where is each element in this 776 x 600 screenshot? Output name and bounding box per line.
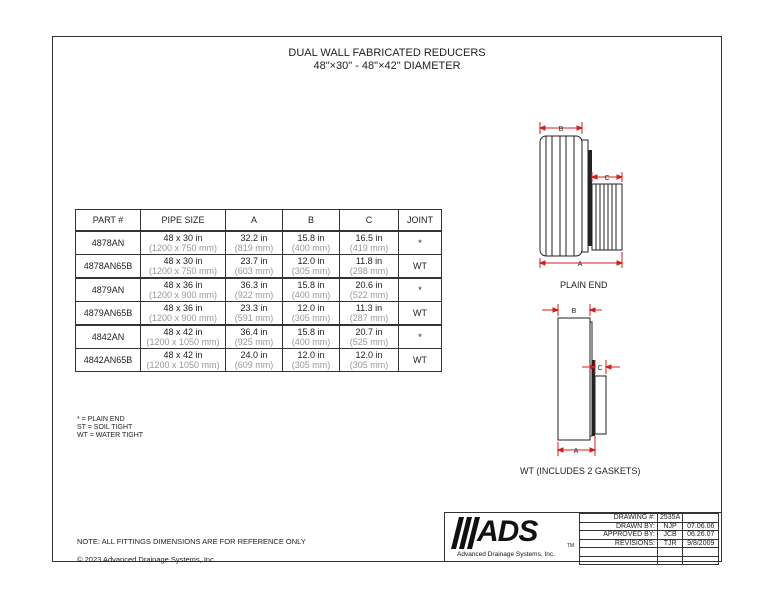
cell-c-mm: (419 mm) xyxy=(349,243,389,253)
header-part: PART # xyxy=(76,210,141,232)
table-row xyxy=(580,522,719,531)
table-row xyxy=(580,556,719,565)
cell-c xyxy=(340,325,399,349)
header-b: B xyxy=(283,210,340,232)
header-a: A xyxy=(226,210,283,232)
cell-b-in: 12.0 in xyxy=(297,303,325,313)
logo-trademark: TM xyxy=(567,543,575,549)
cell-a-in: 23.3 in xyxy=(240,303,268,313)
wt-large-body xyxy=(558,318,592,440)
cell-a-in: 32.2 in xyxy=(240,233,268,243)
cell-size xyxy=(141,325,226,349)
blank-cell xyxy=(683,556,719,565)
wt-caption: WT (INCLUDES 2 GASKETS) xyxy=(520,466,641,476)
cell-size xyxy=(141,278,226,302)
reducer-plate xyxy=(588,150,592,246)
cell-joint: WT xyxy=(399,302,442,326)
cell-joint: WT xyxy=(399,255,442,279)
cell-b-mm: (400 mm) xyxy=(291,243,331,253)
dim-b-label: B xyxy=(571,308,577,315)
header-pipe-size: PIPE SIZE xyxy=(141,210,226,232)
cell-size-mm: (1200 x 900 mm) xyxy=(148,290,218,300)
cell-c-mm: (298 mm) xyxy=(349,266,389,276)
cell-joint: * xyxy=(399,325,442,349)
drawing-value: 2535A xyxy=(658,514,683,523)
cell-size-mm: (1200 x 900 mm) xyxy=(148,313,218,323)
cell-size xyxy=(141,231,226,255)
legend-water-tight: WT = WATER TIGHT xyxy=(77,432,144,439)
cell-a-mm: (603 mm) xyxy=(234,266,274,276)
pipe-small-body xyxy=(592,184,622,250)
cell-c-mm: (287 mm) xyxy=(349,313,389,323)
table-row xyxy=(76,231,442,255)
cell-part: 4842AN xyxy=(76,325,141,349)
cell-c xyxy=(340,231,399,255)
cell-c xyxy=(340,302,399,326)
cell-joint: WT xyxy=(399,349,442,372)
cell-b-in: 15.8 in xyxy=(297,233,325,243)
cell-a-in: 36.3 in xyxy=(240,280,268,290)
cell-b-mm: (400 mm) xyxy=(291,290,331,300)
table-row xyxy=(580,514,719,523)
copyright: © 2023 Advanced Drainage Systems, Inc. xyxy=(77,555,216,564)
cell-a xyxy=(226,302,283,326)
cell-a xyxy=(226,255,283,279)
cell-part: 4879AN xyxy=(76,278,141,302)
cell-b-mm: (305 mm) xyxy=(291,360,331,370)
legend-soil-tight: ST = SOIL TIGHT xyxy=(77,424,133,431)
cell-b-in: 12.0 in xyxy=(297,350,325,360)
dim-a-label: A xyxy=(573,448,579,455)
cell-c-mm: (305 mm) xyxy=(349,360,389,370)
blank-cell xyxy=(683,548,719,557)
cell-b-in: 15.8 in xyxy=(297,280,325,290)
revisions-label: REVISIONS: xyxy=(580,539,658,548)
cell-size xyxy=(141,349,226,372)
drawing-subtitle: 48"×30" - 48"×42" DIAMETER xyxy=(313,60,461,72)
pipe-large-body xyxy=(540,136,588,256)
cell-size xyxy=(141,302,226,326)
revision-table xyxy=(579,513,719,565)
cell-b-in: 12.0 in xyxy=(297,256,325,266)
cell-size-mm: (1200 x 750 mm) xyxy=(148,266,218,276)
reference-note: NOTE: ALL FITTINGS DIMENSIONS ARE FOR REFERENCE ONLY xyxy=(77,537,306,546)
cell-size xyxy=(141,255,226,279)
cell-a xyxy=(226,231,283,255)
cell-a-mm: (609 mm) xyxy=(234,360,274,370)
title-block xyxy=(444,512,722,562)
cell-c-in: 11.8 in xyxy=(355,256,383,266)
table-row xyxy=(580,548,719,557)
approved-label: APPROVED BY: xyxy=(580,531,658,540)
cell-b xyxy=(283,278,340,302)
cell-size-in: 48 x 36 in xyxy=(163,280,203,290)
cell-a-mm: (591 mm) xyxy=(234,313,274,323)
cell-size-in: 48 x 36 in xyxy=(163,303,203,313)
cell-a xyxy=(226,278,283,302)
logo-text: ADS xyxy=(477,515,538,548)
cell-a xyxy=(226,349,283,372)
cell-a-in: 23.7 in xyxy=(240,256,268,266)
cell-part: 4878AN xyxy=(76,231,141,255)
approved-value: JCB xyxy=(658,531,683,540)
cell-c-in: 20.6 in xyxy=(355,280,383,290)
cell-b xyxy=(283,302,340,326)
table-header-row xyxy=(76,210,442,232)
logo-tagline: Advanced Drainage Systems, Inc. xyxy=(457,551,555,558)
header-joint: JOINT xyxy=(399,210,442,232)
cell-joint: * xyxy=(399,231,442,255)
revisions-value: TJR xyxy=(658,539,683,548)
cell-b-mm: (305 mm) xyxy=(291,266,331,276)
legend-plain-end: * = PLAIN END xyxy=(77,416,125,423)
cell-b-in: 15.8 in xyxy=(297,327,325,337)
header-c: C xyxy=(340,210,399,232)
table-row xyxy=(76,255,442,279)
wt-small-body xyxy=(595,376,606,434)
table-row xyxy=(76,278,442,302)
cell-a-mm: (922 mm) xyxy=(234,290,274,300)
cell-c-mm: (522 mm) xyxy=(349,290,389,300)
cell-b xyxy=(283,231,340,255)
table-row xyxy=(76,325,442,349)
table-row xyxy=(76,349,442,372)
cell-c xyxy=(340,278,399,302)
cell-size-in: 48 x 30 in xyxy=(163,256,203,266)
drawing-date xyxy=(683,514,719,523)
spec-table xyxy=(75,209,442,372)
cell-b-mm: (305 mm) xyxy=(291,313,331,323)
table-row xyxy=(580,539,719,548)
cell-b xyxy=(283,325,340,349)
cell-a-mm: (925 mm) xyxy=(234,337,274,347)
drawn-label: DRAWN BY: xyxy=(580,522,658,531)
legend xyxy=(77,416,143,440)
cell-joint: * xyxy=(399,278,442,302)
cell-a-in: 24.0 in xyxy=(240,350,268,360)
dim-a-label: A xyxy=(577,261,583,268)
cell-size-in: 48 x 30 in xyxy=(163,233,203,243)
cell-b xyxy=(283,255,340,279)
cell-c xyxy=(340,349,399,372)
blank-cell xyxy=(658,548,683,557)
cell-b xyxy=(283,349,340,372)
drawn-date: 07.06.06 xyxy=(683,522,719,531)
drawn-value: NJP xyxy=(658,522,683,531)
table-row xyxy=(76,302,442,326)
cell-b-mm: (400 mm) xyxy=(291,337,331,347)
cell-part: 4842AN65B xyxy=(76,349,141,372)
cell-size-mm: (1200 x 750 mm) xyxy=(148,243,218,253)
wt-drawing xyxy=(538,300,638,462)
cell-c-in: 16.5 in xyxy=(355,233,383,243)
dim-c-label: C xyxy=(597,365,603,372)
cell-a-mm: (819 mm) xyxy=(234,243,274,253)
ads-logo xyxy=(445,513,580,561)
cell-c xyxy=(340,255,399,279)
cell-c-mm: (525 mm) xyxy=(349,337,389,347)
drawing-title: DUAL WALL FABRICATED REDUCERS xyxy=(288,47,486,59)
plain-end-drawing xyxy=(530,118,640,270)
cell-c-in: 12.0 in xyxy=(355,350,383,360)
table-row xyxy=(580,531,719,540)
cell-size-in: 48 x 42 in xyxy=(163,327,203,337)
dim-b-label: B xyxy=(558,126,564,133)
approved-date: 06.26.07 xyxy=(683,531,719,540)
cell-part: 4878AN65B xyxy=(76,255,141,279)
drawing-label: DRAWING #: xyxy=(580,514,658,523)
blank-cell xyxy=(580,548,658,557)
cell-c-in: 20.7 in xyxy=(355,327,383,337)
cell-part: 4879AN65B xyxy=(76,302,141,326)
cell-size-mm: (1200 x 1050 mm) xyxy=(146,360,220,370)
cell-a xyxy=(226,325,283,349)
cell-size-in: 48 x 42 in xyxy=(163,350,203,360)
cell-size-mm: (1200 x 1050 mm) xyxy=(146,337,220,347)
dim-c-label: C xyxy=(604,175,610,182)
blank-cell xyxy=(580,556,658,565)
revisions-date: 9/8/2009 xyxy=(683,539,719,548)
cell-a-in: 36.4 in xyxy=(240,327,268,337)
cell-c-in: 11.3 in xyxy=(355,303,383,313)
blank-cell xyxy=(658,556,683,565)
plain-end-caption: PLAIN END xyxy=(560,280,608,290)
